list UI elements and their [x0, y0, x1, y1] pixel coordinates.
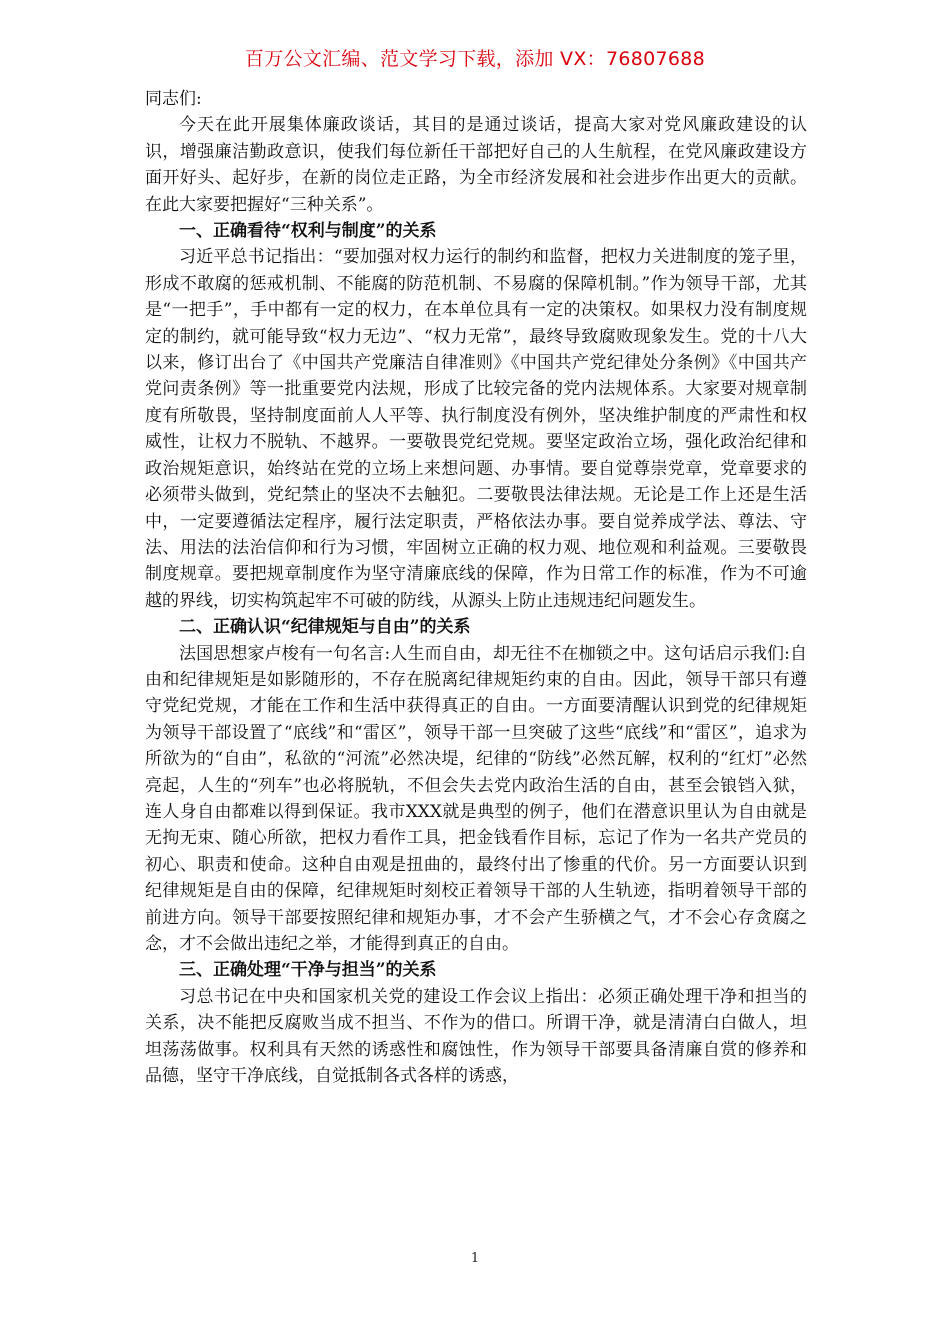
section-3-heading: 三、正确处理“干净与担当”的关系 — [179, 960, 437, 981]
section-2-heading: 二、正确认识“纪律规矩与自由”的关系 — [179, 617, 471, 638]
greeting: 同志们: — [145, 89, 202, 109]
section-3-paragraph: 习总书记在中央和国家机关党的建设工作会议上指出：必须正确处理干净和担当的关系，决不能把反腐败当成不担当、不作为的借口。所谓干净，就是清清白白做人，坦坦荡荡做事。权利具有天然的诱惑性和腐蚀性，作为领导干部要具备清廉自赏的修养和品德，坚守干净底线，自觉抵制各式各样的诱惑， — [145, 986, 807, 1087]
page-number: 1 — [470, 1251, 480, 1266]
document-body — [145, 86, 807, 1089]
intro-paragraph: 今天在此开展集体廉政谈话，其目的是通过谈话，提高大家对党风廉政建设的认识，增强廉洁勤政意识，使我们每位新任干部把好自己的人生航程，在党风廉政建设方面开好头、起好步，在新的岗位走正路，为全市经济发展和社会进步作出更大的贡献。在此大家要把握好“三种关系”。 — [145, 115, 807, 215]
section-1-heading: 一、正确看待“权利与制度”的关系 — [179, 221, 437, 242]
watermark-banner: 百万公文汇编、范文学习下载，添加 VX：76807688 — [244, 48, 706, 70]
section-2-paragraph: 法国思想家卢梭有一句名言:人生而自由，却无往不在枷锁之中。这句话启示我们:自由和纪律规矩是如影随形的，不存在脱离纪律规矩约束的自由。因此，领导干部只有遵守党纪党规，才能在工作和生活中获得真正的自由。一方面要清醒认识到党的纪律规矩为领导干部设置了“底线”和“雷区”，领导干部一旦突破了这些“底线”和“雷区”，追求为所欲为的“自由”，私欲的“河流”必然决堤，纪律的“防线”必然瓦解，权利的“红灯”必然亮起，人生的“列车”也必将脱轨，不但会失去党内政治生活的自由，甚至会锒铛入狱，连人身自由都难以得到保证。我市XXX就是典型的例子，他们在潜意识里认为自由就是无拘无束、随心所欲，把权力看作工具，把金钱看作目标，忘记了作为一名共产党员的初心、职责和使命。这种自由观是扭曲的，最终付出了惨重的代价。另一方面要认识到纪律规矩是自由的保障，纪律规矩时刻校正着领导干部的人生轨迹，指明着领导干部的前进方向。领导干部要按照纪律和规矩办事，才不会产生骄横之气，才不会心存贪腐之念，才不会做出违纪之举，才能得到真正的自由。 — [145, 643, 807, 954]
section-1-paragraph: 习近平总书记指出：“要加强对权力运行的制约和监督，把权力关进制度的笼子里，形成不敢腐的惩戒机制、不能腐的防范机制、不易腐的保障机制。”作为领导干部，尤其是“一把手”，手中都有一定的权力，在本单位具有一定的决策权。如果权力没有制度规定的制约，就可能导致“权力无边”、“权力无常”，最终导致腐败现象发生。党的十八大以来，修订出台了《中国共产党廉洁自律准则》《中国共产党纪律处分条例》《中国共产党问责条例》等一批重要党内法规，形成了比较完备的党内法规体系。大家要对规章制度有所敬畏，坚持制度面前人人平等、执行制度没有例外，坚决维护制度的严肃性和权威性，让权力不脱轨、不越界。一要敬畏党纪党规。要坚定政治立场，强化政治纪律和政治规矩意识，始终站在党的立场上来想问题、办事情。要自觉尊崇党章，党章要求的必须带头做到，党纪禁止的坚决不去触犯。二要敬畏法律法规。无论是工作上还是生活中，一定要遵循法定程序，履行法定职责，严格依法办事。要自觉养成学法、尊法、守法、用法的法治信仰和行为习惯，牢固树立正确的权力观、地位观和利益观。三要敬畏制度规章。要把规章制度作为坚守清廉底线的保障，作为日常工作的标准，作为不可逾越的界线，切实构筑起牢不可破的防线，从源头上防止违规违纪问题发生。 — [145, 247, 807, 611]
